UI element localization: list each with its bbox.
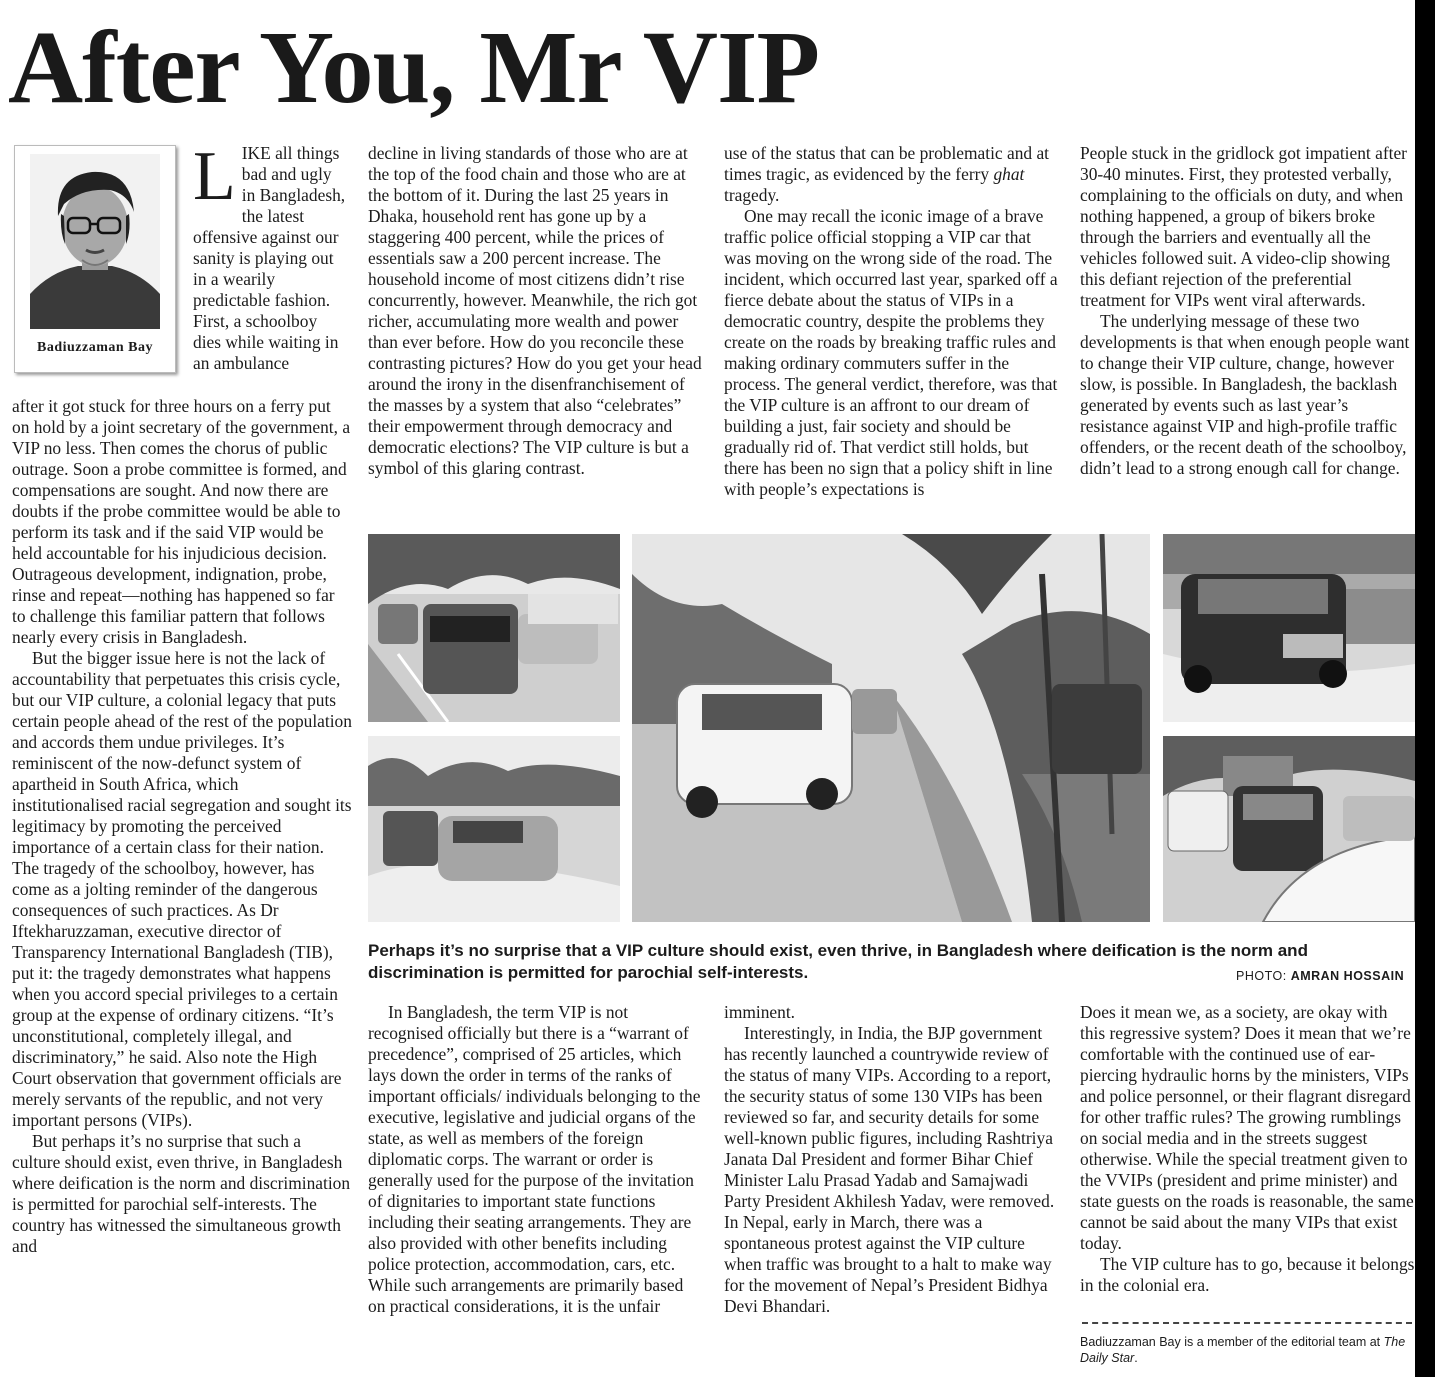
paragraph: Interestingly, in India, the BJP government has recently launched a countrywide review of the status of many VIPs. According to a report, the security status of some 130 VIPs has been reviewed so far, and security details for some well-known public figures, including Rashtriya Janata Dal President and former Bihar Chief Minister Lalu Prasad Yadab and Samajwadi Party President Akhilesh Yadav, were removed. In Nepal, early in March, there was a spontaneous protest against the VIP culture when traffic was brought to a halt to make way for the movement of Nepal’s President Bidhya Devi Bhandari. [724,1023,1055,1316]
paragraph: But perhaps it’s no surprise that such a culture should exist, even thrive, in Bangladesh where deification is the norm and discrimination is permitted for parochial self-interests. The country has witnessed the simultaneous growth and [12,1131,351,1256]
paragraph: The VIP culture has to go, because it belongs in the colonial era. [1080,1254,1415,1295]
article-column-2-lower [368,1002,704,1317]
author-box [14,145,176,373]
photo-credit-label: PHOTO: [1236,969,1287,983]
photo-traffic-jeep [368,534,620,722]
paragraph: But the bigger issue here is not the lack of accountability that perpetuates this crisis cycle, but our VIP culture, a colonial legacy that puts certain people ahead of the rest of the population and accords them undue privileges. It’s reminiscent of the now-defunct system of apartheid in South Africa, which institutionalised racial segregation and sought its legitimacy by promoting the perceived importance of a certain class for their nation. The tragedy of the schoolboy, however, has come as a jolting reminder of the dangerous consequences of such practices. As Dr Iftekharuzzaman, executive director of Transparency International Bangladesh (TIB), put it: the tragedy demonstrates what happens when you accord special privileges to a certain group at the expense of ordinary citizens. “It’s unconstitutional, completely illegal, and discriminatory,” he said. Also note the High Court observation that government officials are merely servants of the republic, and not very important persons (VIPs). [12,648,352,1130]
intro-paragraph [193,138,349,374]
article-column-3 [724,143,1062,500]
paragraph: The underlying message of these two developments is that when enough people want to change their VIP culture, change, however slow, is possible. In Bangladesh, the backlash generated by events such as last year’s resistance against VIP and high-profile traffic offenders, or the recent death of the schoolboy, didn’t lead to a strong enough call for change. [1080,311,1410,478]
author-name: Badiuzzaman Bay [36,340,153,355]
paragraph: imminent. [724,1002,796,1022]
article-column-4 [1080,143,1416,479]
paragraph: People stuck in the gridlock got impatient after 30-40 minutes. First, they protested verbally, complaining to the officials on duty, and when nothing happened, a group of bikers broke through the barriers and eventually all the vehicles followed suit. A video-clip showing this defiant rejection of the preferential treatment for VIPs went viral afterwards. [1080,143,1407,310]
paragraph: after it got stuck for three hours on a ferry put on hold by a joint secretary of the government, a VIP no less. Then comes the chorus of public outrage. Soon a probe committee is formed, and compensations are sought. And now there are doubts if the probe committee would be able to perform its task and if the said VIP would be held accountable for his injudicious decision. Outrageous development, indignation, probe, rinse and repeat—nothing has happened so far to challenge this familiar pattern that follows nearly every crisis in Bangladesh. [12,396,351,647]
photo-credit [1236,969,1404,983]
paragraph: decline in living standards of those who are at the top of the food chain and those who are at the bottom of it. During the last 25 years in Dhaka, household rent has gone up by a staggering 400 percent, while the prices of essentials saw a 200 percent increase. The household income of most citizens didn’t rise concurrently, however. Meanwhile, the rich got richer, accumulating more wealth and power than ever before. How do you reconcile these contrasting pictures? How do you get your head around the irony in the disenfranchisement of the masses by a system that also “celebrates” their empowerment through democracy and democratic elections? The VIP culture is but a symbol of this glaring contrast. [368,143,702,478]
photo-credit-name: AMRAN HOSSAIN [1290,969,1405,983]
article-column-2 [368,143,704,479]
intro-text: IKE all things bad and ugly in Bangladesh, the latest offensive against our sanity is playing out in a wearily predictable fashion. First, a schoolboy dies while waiting in an ambulance [193,143,346,373]
paragraph: use of the status that can be problematic and at times tragic, as evidenced by the ferry ghat tragedy. [724,143,1049,205]
bio-divider [1082,1322,1412,1324]
article-column-1 [12,396,352,1257]
paragraph: Does it mean we, as a society, are okay with this regressive system? Does it mean that we’re comfortable with the continued use of ear-piercing hydraulic horns by the ministers, VIPs and police personnel, or their flagrant disregard for other traffic rules? The growing rumblings on social media and in the streets suggest otherwise. While the special treatment given to the VVIPs (president and prime minister) and state guests on the roads is reasonable, the same cannot be said about the many VIPs that exist today. [1080,1002,1414,1253]
photo-traffic-suv [1163,534,1415,722]
photo-traffic-crowd [1163,736,1415,922]
photo-traffic-sedan [368,736,620,922]
photo-vip-convoy [632,534,1150,922]
article-column-4-lower [1080,1002,1416,1296]
drop-cap: L [193,138,236,215]
photo-caption: Perhaps it’s no surprise that a VIP culture should exist, even thrive, in Bangladesh where deification is the norm and discrimination is permitted for parochial self-interests. [368,941,1308,982]
headline: After You, Mr VIP [8,10,820,125]
article-column-3-lower [724,1002,1062,1317]
author-bio: Badiuzzaman Bay is a member of the editorial team at The Daily Star. [1080,1335,1406,1365]
page-edge-bar [1415,0,1435,1377]
paragraph: One may recall the iconic image of a brave traffic police official stopping a VIP car that was moving on the wrong side of the road. The incident, which occurred last year, sparked off a fierce debate about the status of VIPs in a democratic country, despite the problems they create on the roads by breaking traffic rules and making ordinary commuters suffer in the process. The general verdict, therefore, was that the VIP culture is an affront to our dream of building a just, fair society and should be gradually rid of. That verdict still holds, but there has been no sign that a policy shift in line with people’s expectations is [724,206,1058,499]
paragraph: In Bangladesh, the term VIP is not recognised officially but there is a “warrant of precedence”, comprised of 25 articles, which lays down the order in terms of the ranks of important officials/ individuals belonging to the executive, legislative and judicial organs of the state, as well as members of the foreign diplomatic corps. The warrant or order is generally used for the purpose of the invitation of dignitaries to important state functions including their seating arrangements. They are also provided with other benefits including police protection, accommodation, cars, etc. While such arrangements are primarily based on practical considerations, it is the unfair [368,1002,701,1316]
author-portrait [30,154,160,329]
